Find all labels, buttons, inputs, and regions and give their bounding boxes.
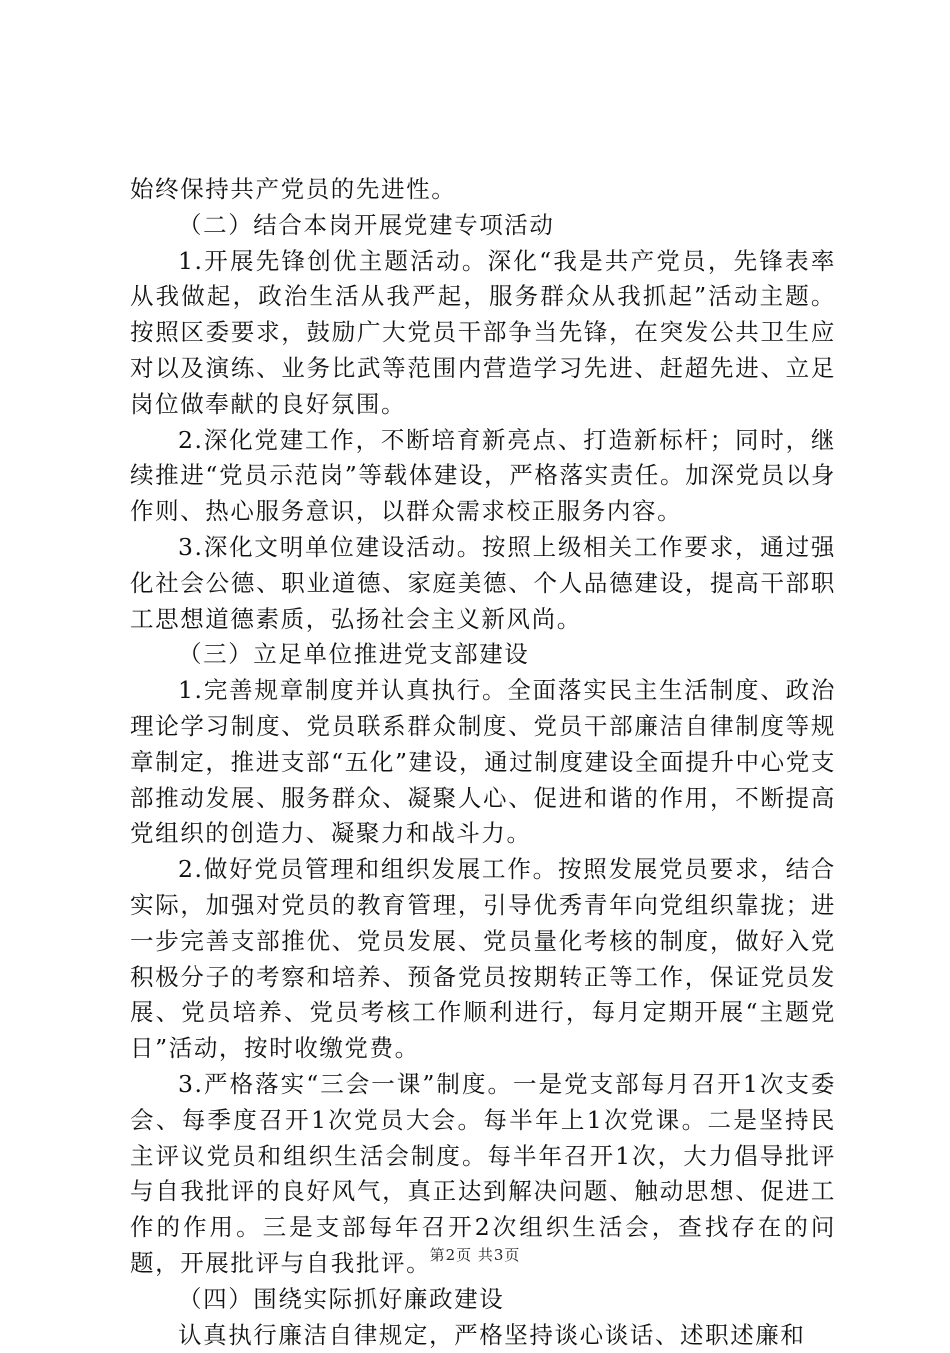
paragraph-continuation: 始终保持共产党员的先进性。 [130, 172, 836, 208]
section-heading-4: （四）围绕实际抓好廉政建设 [130, 1282, 836, 1318]
paragraph: 认真执行廉洁自律规定，严格坚持谈心谈话、述职述廉和 [130, 1318, 836, 1353]
paragraph: 1.完善规章制度并认真执行。全面落实民主生活制度、政治理论学习制度、党员联系群众制度、党员干部廉洁自律制度等规章制定，推进支部“五化”建设，通过制度建设全面提升中心党支部推动发展、服务群众、凝聚人心、促进和谐的作用，不断提高党组织的创造力、凝聚力和战斗力。 [130, 673, 836, 852]
section-heading-3: （三）立足单位推进党支部建设 [130, 637, 836, 673]
section-heading-2: （二）结合本岗开展党建专项活动 [130, 208, 836, 244]
paragraph: 3.深化文明单位建设活动。按照上级相关工作要求，通过强化社会公德、职业道德、家庭美德、个人品德建设，提高干部职工思想道德素质，弘扬社会主义新风尚。 [130, 530, 836, 637]
paragraph: 3.严格落实“三会一课”制度。一是党支部每月召开1次支委会、每季度召开1次党员大会。每半年上1次党课。二是坚持民主评议党员和组织生活会制度。每半年召开1次，大力倡导批评与自我批评的良好风气，真正达到解决问题、触动思想、促进工作的作用。三是支部每年召开2次组织生活会，查找存在的问题，开展批评与自我批评。 [130, 1067, 836, 1282]
paragraph: 2.做好党员管理和组织发展工作。按照发展党员要求，结合实际，加强对党员的教育管理，引导优秀青年向党组织靠拢；进一步完善支部推优、党员发展、党员量化考核的制度，做好入党积极分子的考察和培养、预备党员按期转正等工作，保证党员发展、党员培养、党员考核工作顺利进行，每月定期开展“主题党日”活动，按时收缴党费。 [130, 852, 836, 1067]
paragraph: 1.开展先锋创优主题活动。深化“我是共产党员，先锋表率从我做起，政治生活从我严起，服务群众从我抓起”活动主题。按照区委要求，鼓励广大党员干部争当先锋，在突发公共卫生应对以及演练、业务比武等范围内营造学习先进、赶超先进、立足岗位做奉献的良好氛围。 [130, 244, 836, 423]
document-body [130, 172, 836, 1353]
paragraph: 2.深化党建工作，不断培育新亮点、打造新标杆；同时，继续推进“党员示范岗”等载体建设，严格落实责任。加深党员以身作则、热心服务意识，以群众需求校正服务内容。 [130, 423, 836, 530]
page-footer: 第2页 共3页 [0, 1244, 950, 1265]
